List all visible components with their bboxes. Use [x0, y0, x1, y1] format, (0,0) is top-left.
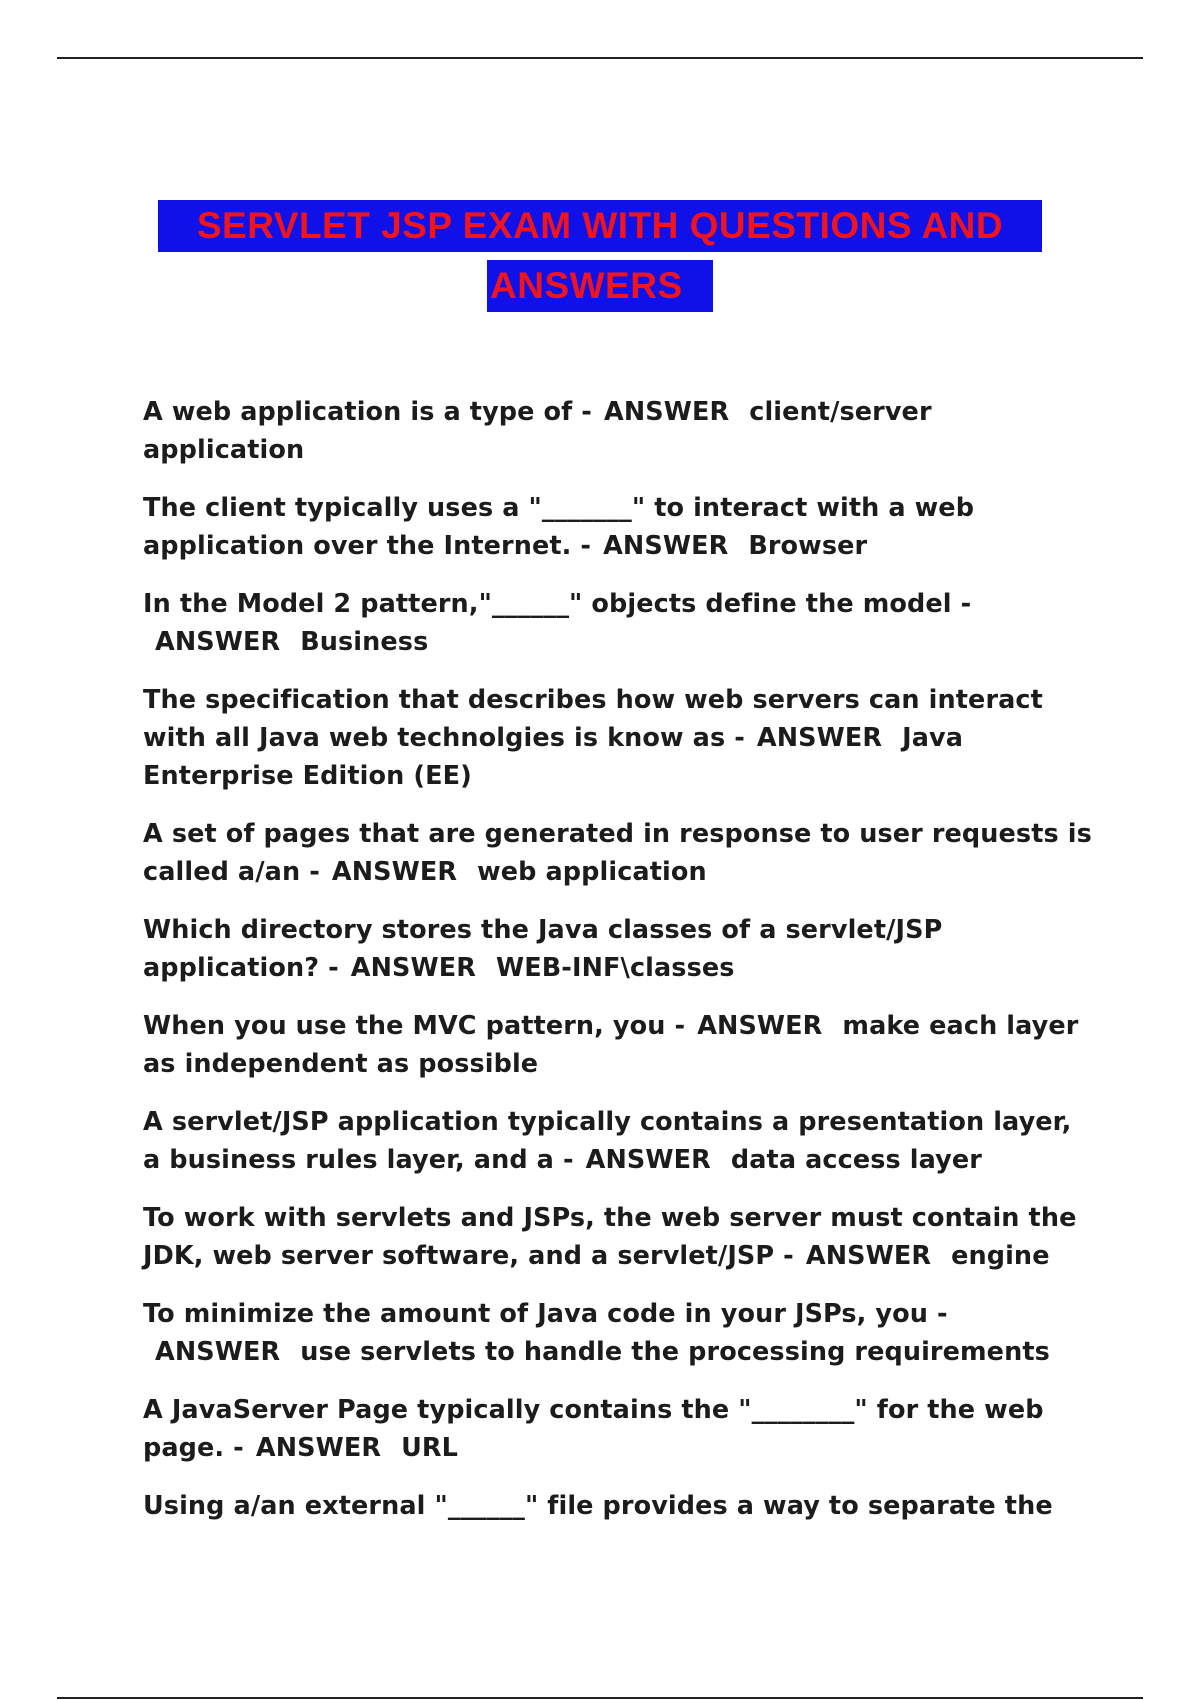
qa-item — [143, 585, 1093, 661]
qa-item — [143, 1007, 1093, 1083]
answer-text: Business — [300, 627, 429, 657]
qa-list — [143, 393, 1093, 1525]
answer-text: client/server application — [143, 397, 932, 465]
answer-text: Java Enterprise Edition (EE) — [143, 723, 964, 791]
bottom-rule — [57, 1697, 1143, 1699]
qa-item — [143, 1295, 1093, 1371]
answer-marker: ANSWER — [604, 397, 730, 427]
document-title — [0, 200, 1200, 312]
question-text: To work with servlets and JSPs, the web server must contain the JDK, web server software, and a servlet/JSP - — [143, 1203, 1077, 1271]
question-text: In the Model 2 pattern,"______" objects define the model - — [143, 589, 972, 619]
answer-text: use servlets to handle the processing requirements — [300, 1337, 1050, 1367]
qa-item — [143, 681, 1093, 795]
qa-item — [143, 489, 1093, 565]
trailing-question-text: Using a/an external "______" file provides a way to separate the — [143, 1491, 1053, 1521]
answer-text: data access layer — [730, 1145, 982, 1175]
qa-item — [143, 1103, 1093, 1179]
answer-text: WEB-INF\classes — [496, 953, 735, 983]
answer-text: Browser — [748, 531, 868, 561]
title-line-2: ANSWERS — [487, 260, 713, 312]
title-line-1: SERVLET JSP EXAM WITH QUESTIONS AND — [158, 200, 1042, 252]
answer-text: web application — [477, 857, 707, 887]
answer-marker: ANSWER — [805, 1241, 932, 1271]
question-text: When you use the MVC pattern, you - — [143, 1011, 686, 1041]
answer-marker: ANSWER — [155, 627, 281, 657]
answer-marker: ANSWER — [603, 531, 729, 561]
answer-marker: ANSWER — [350, 953, 477, 983]
answer-marker: ANSWER — [255, 1433, 382, 1463]
question-text: The specification that describes how web servers can interact with all Java web technolgies is know as - — [143, 685, 1043, 753]
qa-item — [143, 1391, 1093, 1467]
question-text: A JavaServer Page typically contains the "________" for the web page. - — [143, 1395, 1044, 1463]
qa-item — [143, 911, 1093, 987]
answer-marker: ANSWER — [331, 857, 458, 887]
answer-text: URL — [401, 1433, 458, 1463]
question-text: The client typically uses a "_______" to interact with a web application over the Internet. - — [143, 493, 975, 561]
answer-marker: ANSWER — [155, 1337, 281, 1367]
question-text: To minimize the amount of Java code in your JSPs, you - — [143, 1299, 948, 1329]
question-text: Which directory stores the Java classes of a servlet/JSP application? - — [143, 915, 943, 983]
answer-text: engine — [951, 1241, 1050, 1271]
qa-item — [143, 1199, 1093, 1275]
question-text: A set of pages that are generated in response to user requests is called a/an - — [143, 819, 1092, 887]
question-text: A servlet/JSP application typically contains a presentation layer, a business rules layer, and a - — [143, 1107, 1072, 1175]
qa-item — [143, 393, 1093, 469]
answer-marker: ANSWER — [697, 1011, 823, 1041]
top-rule — [57, 57, 1143, 59]
question-text: A web application is a type of - — [143, 397, 592, 427]
answer-marker: ANSWER — [756, 723, 883, 753]
answer-marker: ANSWER — [585, 1145, 711, 1175]
qa-item — [143, 815, 1093, 891]
answer-text: make each layer as independent as possible — [143, 1011, 1079, 1079]
